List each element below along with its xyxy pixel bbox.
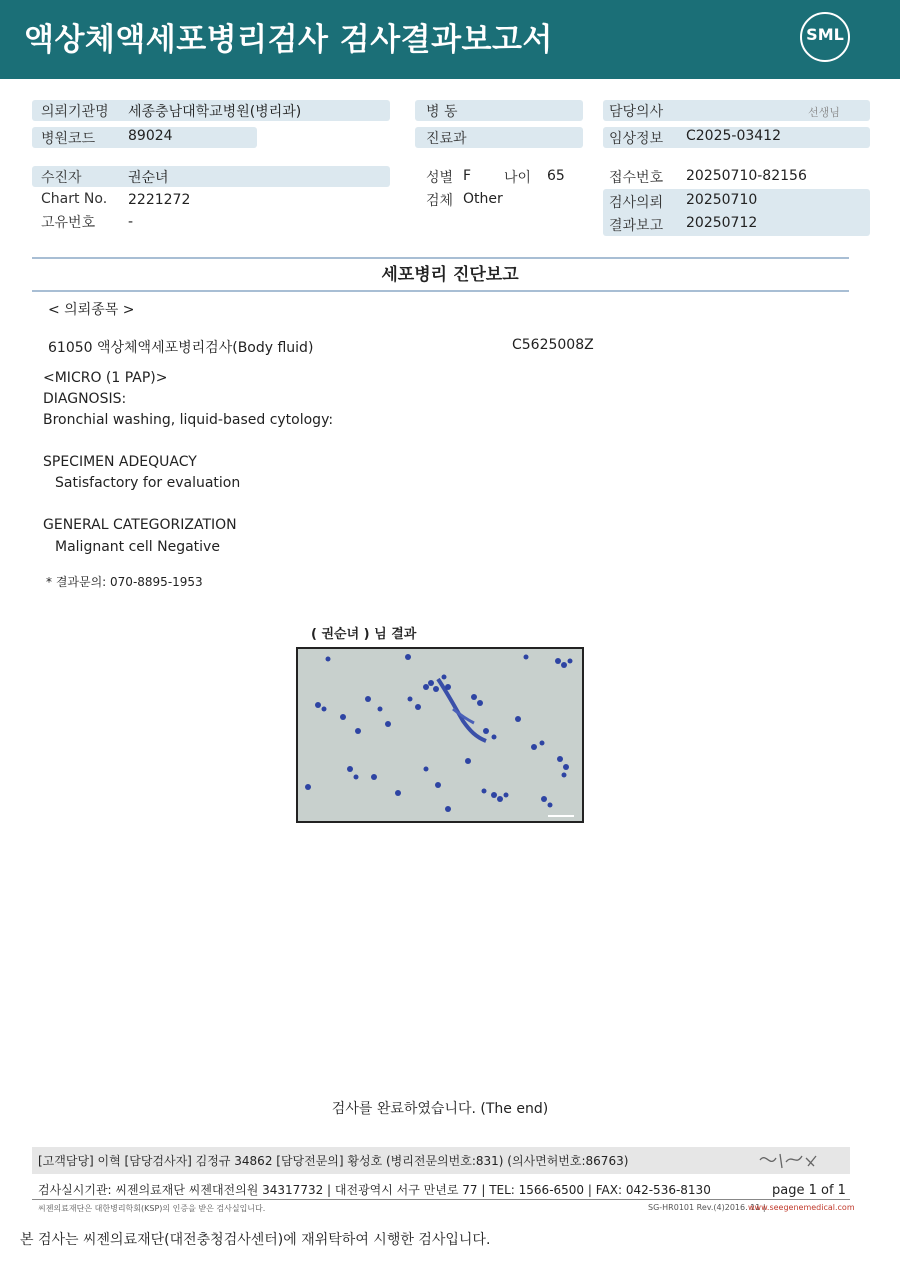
request-org-label: 의뢰기관명 — [41, 104, 109, 120]
sex-value: F — [463, 168, 472, 184]
section-title: 세포병리 진단보고 — [381, 265, 519, 285]
ward-label: 병 동 — [426, 104, 458, 120]
footer-divider — [32, 1199, 850, 1200]
section-rule-bottom — [32, 290, 849, 292]
category-header: GENERAL CATEGORIZATION — [43, 517, 237, 533]
footer-website-link[interactable]: www.seegenemedical.com — [748, 1203, 855, 1212]
sml-logo-text: SML — [806, 25, 844, 44]
category-text: Malignant cell Negative — [55, 539, 220, 555]
adequacy-text: Satisfactory for evaluation — [55, 475, 241, 491]
cytology-photo — [296, 647, 584, 823]
dept-label: 진료과 — [426, 131, 467, 147]
cytology-image — [298, 649, 582, 821]
receipt-label: 접수번호 — [609, 170, 664, 186]
specimen-value: Other — [463, 191, 503, 207]
request-org-value: 세종충남대학교병원(병리과) — [128, 104, 302, 120]
micro-label: <MICRO (1 PAP)> — [43, 370, 168, 386]
page-number: page 1 of 1 — [772, 1183, 846, 1198]
clinical-label: 임상정보 — [609, 131, 664, 147]
footer-contact-line: [고객담당] 이혁 [담당검사자] 김정규 34862 [담당전문의] 황성호 (병리전문의번호:831) (의사면허번호:86763) — [38, 1154, 629, 1168]
result-report-label: 결과보고 — [609, 218, 664, 234]
result-report-value: 20250712 — [686, 215, 758, 231]
sex-label: 성별 — [426, 170, 454, 186]
age-value: 65 — [547, 168, 565, 184]
hospital-code-value: 89024 — [128, 128, 173, 144]
report-title: 액상체액세포병리검사 검사결과보고서 — [24, 22, 553, 58]
contact-line: * 결과문의: 070-8895-1953 — [46, 575, 203, 589]
section-rule-top — [32, 257, 849, 259]
end-text: 검사를 완료하였습니다. (The end) — [331, 1101, 549, 1117]
test-code: 61050 액상체액세포병리검사(Body fluid) — [48, 340, 314, 356]
specimen-label: 검체 — [426, 193, 454, 209]
doctor-label: 담당의사 — [609, 104, 664, 120]
chart-label: Chart No. — [41, 191, 108, 207]
footer-certify: 씨젠의료재단은 대한병리학회(KSP)의 인증을 받은 검사실입니다. — [38, 1204, 266, 1213]
doctor-suffix: 선생님 — [808, 106, 840, 119]
diagnosis-text: Bronchial washing, liquid-based cytology: — [43, 412, 334, 428]
diagnosis-header: DIAGNOSIS: — [43, 391, 127, 407]
unique-no-value: - — [128, 214, 134, 230]
test-request-label: 검사의뢰 — [609, 195, 664, 211]
footer-address-line: 검사실시기관: 씨젠의료재단 씨젠대전의원 34317732 | 대전광역시 서구 만년로 77 | TEL: 1566-6500 | FAX: 042-536-8130 — [38, 1183, 711, 1197]
patient-row — [32, 166, 390, 187]
chart-value: 2221272 — [128, 192, 191, 208]
hospital-code-label: 병원코드 — [41, 131, 96, 147]
footer-revision: SG-HR0101 Rev.(4)2016. 11 | — [648, 1203, 766, 1212]
patient-label: 수진자 — [41, 170, 82, 186]
patient-value: 권순녀 — [128, 170, 169, 186]
unique-no-label: 고유번호 — [41, 215, 96, 231]
request-items-heading: < 의뢰종목 > — [48, 302, 135, 318]
test-id: C5625008Z — [512, 337, 594, 353]
signature-image — [756, 1148, 822, 1172]
clinical-value: C2025-03412 — [686, 128, 781, 144]
adequacy-header: SPECIMEN ADEQUACY — [43, 454, 197, 470]
receipt-value: 20250710-82156 — [686, 168, 807, 184]
image-caption: ( 권순녀 ) 님 결과 — [311, 627, 417, 642]
test-request-value: 20250710 — [686, 192, 758, 208]
footer-notice: 본 검사는 씨젠의료재단(대전충청검사센터)에 재위탁하여 시행한 검사입니다. — [20, 1232, 491, 1248]
age-label: 나이 — [504, 170, 532, 186]
